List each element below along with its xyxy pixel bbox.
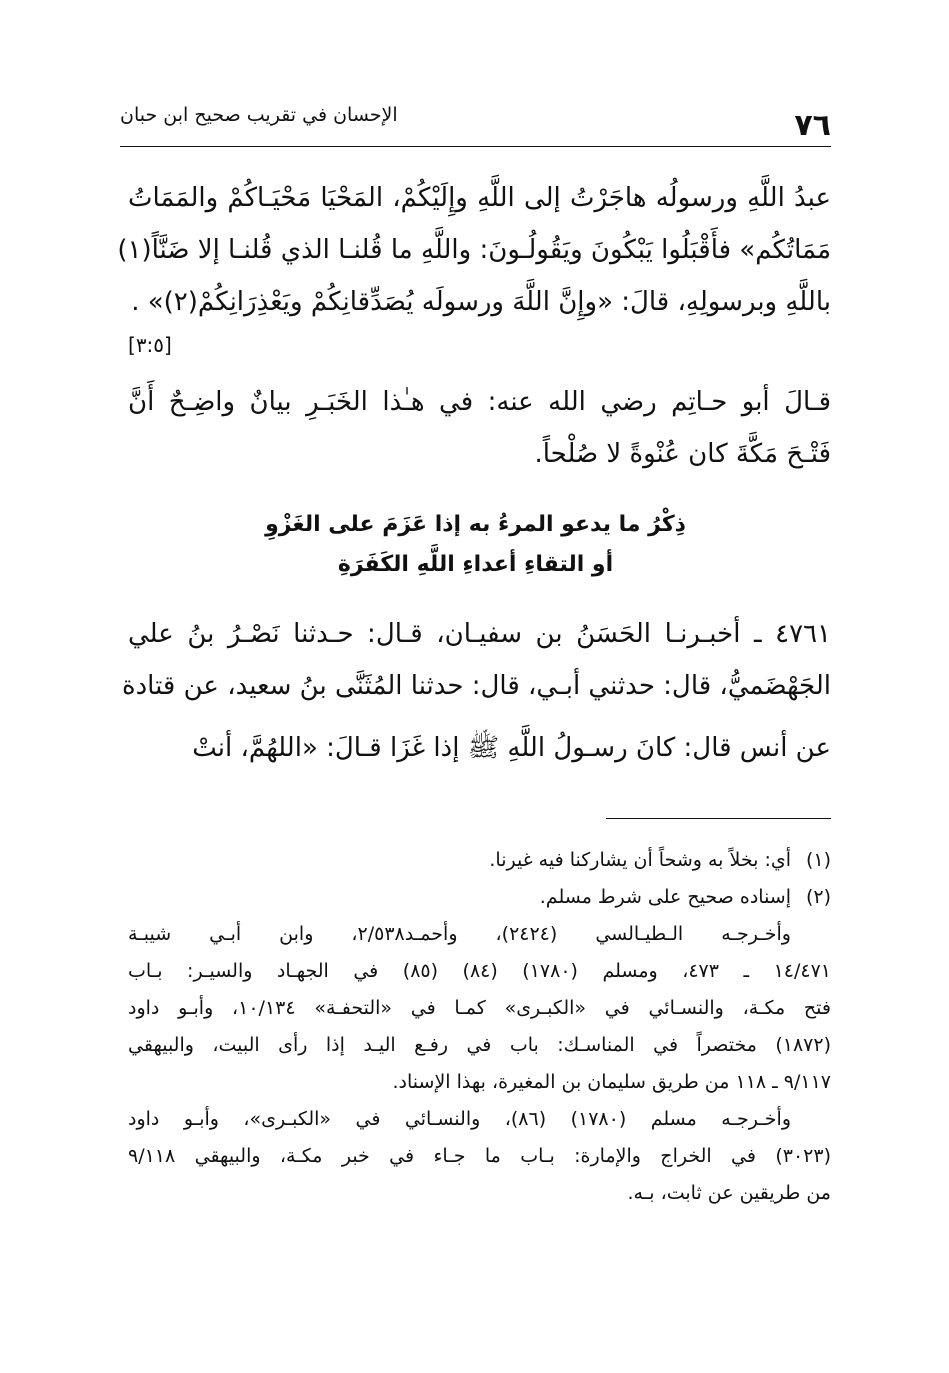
footnote-text: إسناده صحيح على شرط مسلم. [539,886,791,908]
running-title: الإحسان في تقريب صحيح ابن حبان [120,104,398,126]
text-line: فَتْـحَ مَكَّةَ كان عُنْوةً لا صُلْحاً. [534,439,831,469]
chapter-heading [120,505,831,585]
footnote-line: ١٤/٤٧١ ـ ٤٧٣، ومسلم (١٧٨٠) (٨٤) (٨٥) في الجهـاد والسيـر: بـاب [128,960,831,982]
paragraph-hadith-4761 [121,608,831,774]
footnote-text: أي: بخلاً به وشحاً أن يشاركنا فيه غيرنا. [489,849,791,871]
footnote-line: فتح مكـة، والنسـائي في «الكبـرى» كمـا في «التحفـة» ١٠/١٣٤، وأبـو داود [128,997,831,1019]
text-line: الجَهْضَميُّ، قال: حدثني أبـي، قال: حدثنا المُثَنَّى بنُ سعيد، عن قتادة [121,671,831,701]
footnote-divider [606,818,831,819]
footnote-line: (٣٠٢٣) في الخراج والإمارة: بـاب ما جـاء في خبر مكـة، والبيهقي ٩/١١٨ [128,1145,831,1167]
footnote-2 [128,879,831,916]
footnote-2-paragraph-2 [128,1101,831,1212]
footnote-line: وأخـرجـه الـطيـالسي (٢٤٢٤)، وأحمـد٢/٥٣٨، وابن أبـي شيبـة [128,923,791,945]
text-line: ٤٧٦١ ـ أخبـرنـا الحَسَنُ بن سفيـان، قـال: حـدثنا نَصْـرُ بنُ علي [128,619,831,649]
header-divider [120,146,831,147]
footnote-2-paragraph-1 [128,916,831,1101]
footnote-line: من طريقين عن ثابت، بـه. [627,1182,831,1204]
footnote-number: (٢) [805,886,831,908]
hadith-reference: [٣:٥] [128,333,172,357]
paragraph-hadith-end [117,172,831,328]
footnote-number: (١) [805,849,831,871]
text-line: باللَّهِ وبرسولِهِ، قالَ: «وإِنَّ اللَّهَ ورسولَه يُصَدِّقانِكُمْ ويَعْذِرَانِكُمْ(٢)» . [131,287,831,317]
paragraph-commentary [128,376,831,480]
heading-line: ذِكْرُ ما يدعو المرءُ به إذا عَزَمَ على الغَزْوِ [265,512,686,537]
page-header [120,100,831,146]
footnote-line: ٩/١١٧ ـ ١١٨ من طريق سليمان بن المغيرة، بهذا الإسناد. [392,1071,831,1093]
page-number: ٧٦ [794,108,831,143]
text-line: عبدُ اللَّهِ ورسولُه هاجَرْتُ إلى اللَّهِ وإِلَيْكُمْ، المَحْيَا مَحْيَـاكُمْ والمَمَاتُ [128,183,831,213]
text-line: عن أنس قال: كانَ رسـولُ اللَّهِ ﷺ إذا غَزَا قـالَ: «اللهُمَّ، أنتْ [192,733,831,763]
footnote-line: وأخـرجـه مسلم (١٧٨٠) (٨٦)، والنسـائي في «الكبـرى»، وأبـو داود [128,1108,791,1130]
text-line: مَمَاتُكُم» فأَقْبَلُوا يَبْكُونَ ويَقُولُـونَ: واللَّهِ ما قُلنـا الذي قُلنـا إلا ضَنَّاً(١) [117,235,831,265]
footnote-1 [128,842,831,879]
heading-line: أو التقاءِ أعداءِ اللَّهِ الكَفَرَةِ [337,552,614,577]
footnote-line: (١٨٧٢) مختصراً في المناسـك: باب في رفـع اليـد إذا رأى البيت، والبيهقي [128,1034,831,1056]
footnotes [128,842,831,1212]
text-line: قـالَ أبو حـاتِم رضي الله عنه: في هـٰذا الخَبَـرِ بيانٌ واضِـحٌ أَنَّ [128,387,831,417]
